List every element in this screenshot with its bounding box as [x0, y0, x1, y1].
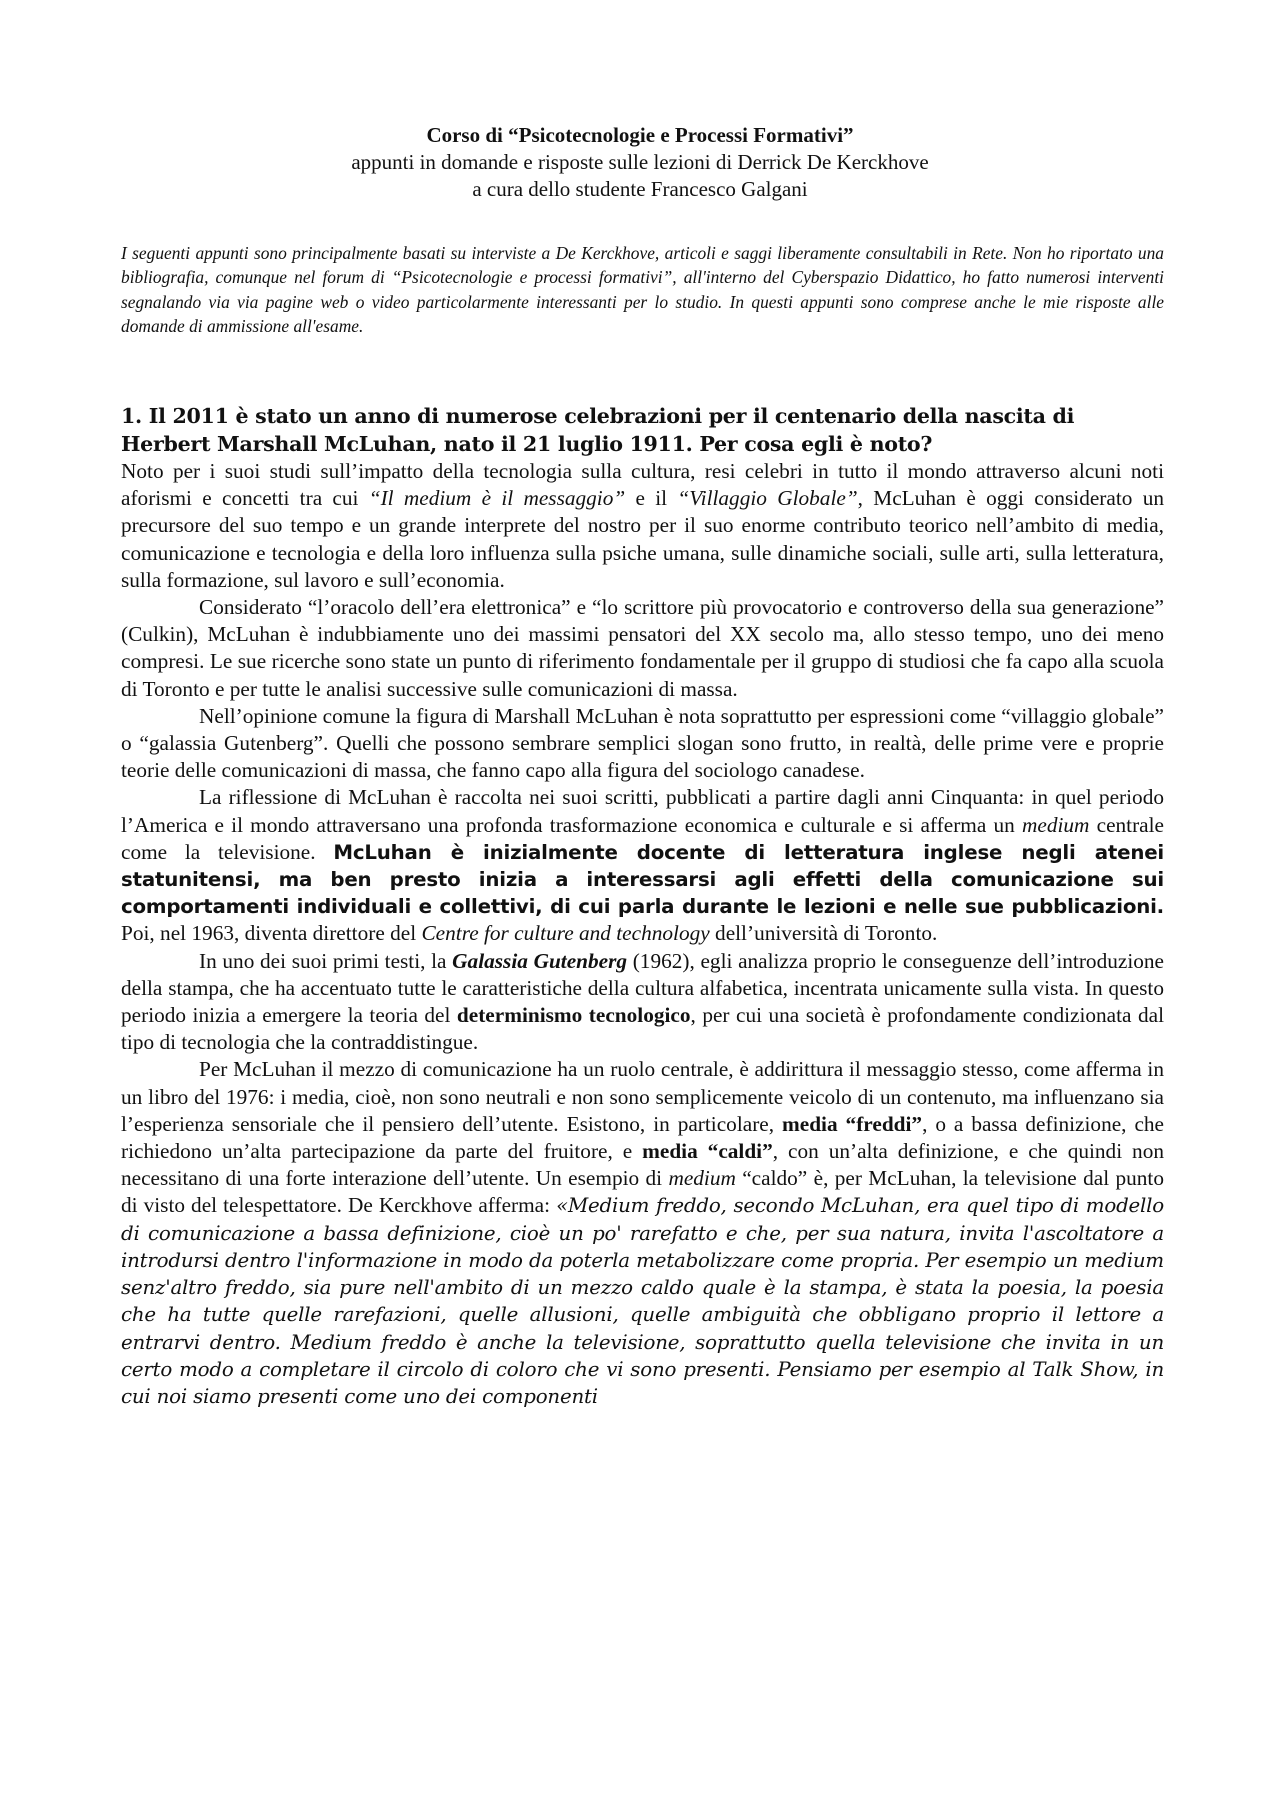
p4-text-e: Poi, nel 1963, diventa direttore del — [121, 921, 422, 946]
p4-centre-name: Centre for culture and technology — [421, 921, 710, 946]
paragraph-6 — [121, 1056, 1164, 1410]
document-author: a cura dello studente Francesco Galgani — [472, 177, 808, 201]
p6-dekerckhove-quote: «Medium freddo, secondo McLuhan, era quel tipo di modello di comunicazione a bassa definizione, cioè un po' rarefatto e che, per sua natura, invita l'ascoltatore a introdursi dentro l'informazione in modo da poterla metabolizzare come propria. Per esempio un medium senz'altro freddo, sia pure nell'ambito di un mezzo caldo quale è la stampa, è stata la poesia, la poesia che ha tutte quelle rarefazioni, quelle allusioni, quelle ambiguità che obbligano proprio il lettore a entrarvi dentro. Medium freddo è anche la televisione, soprattutto quella televisione che invita in un certo modo a completare il circolo di coloro che vi sono presenti. Pensiamo per esempio al Talk Show, in cui noi siamo presenti come uno dei componenti — [121, 1194, 1165, 1408]
p5-book-title: Galassia Gutenberg — [452, 948, 628, 973]
question-heading: 1. Il 2011 è stato un anno di numerose celebrazioni per il centenario della nascita di Herbert Marshall McLuhan, nato il 21 luglio 1911. Per cosa egli è noto? — [121, 404, 1075, 456]
p1-text-a: Noto per i suoi studi sull’impatto della tecnologia sulla cultura, resi celebri in tutto il mondo attraverso alcuni noti aforismi e concetti tra cui — [121, 459, 1164, 511]
paragraph-1 — [121, 458, 1164, 594]
p5-text-c: (1962), egli analizza proprio le conseguenze dell’introduzione della stampa, che ha accentuato tutte le caratteristiche della cultura alfabetica, incentrata unicamente sulla vista. In questo periodo inizia a emergere la teoria del — [121, 948, 1164, 1028]
p5-text-e: , per cui una società è profondamente condizionata dal tipo di tecnologia che la contraddistingue. — [121, 1003, 1164, 1055]
p6-text-a: Per McLuhan il mezzo di comunicazione ha un ruolo centrale, è addirittura il messaggio stesso, come afferma in un libro del 1976: i media, cioè, non sono neutrali e non sono semplicemente veicolo di un contenuto, ma influenzano sia l’esperienza sensoriale che il pensiero dell’utente. Esistono, in particolare, — [121, 1057, 1164, 1136]
p1-text-e: , McLuhan è oggi considerato un precursore del suo tempo e un grande interprete del nostro per il suo enorme contributo teorico nell’ambito di media, comunicazione e tecnologia e della loro influenza sulla psiche umana, sulle dinamiche sociali, sulle arti, sulla letteratura, sulla formazione, sul lavoro e sull’economia. — [121, 486, 1164, 592]
p6-media-caldi: media “caldi” — [642, 1139, 773, 1164]
p4-text-a: La riflessione di McLuhan è raccolta nei suoi scritti, pubblicati a partire dagli anni Cinquanta: in quel periodo l’America e il mondo attraversano una profonda trasformazione economica e culturale e si afferma un — [121, 785, 1164, 837]
p4-text-c: centrale come la televisione. — [121, 812, 1164, 864]
p6-text-g: “caldo” è, per McLuhan, la televisione dal punto di visto del telespettatore. De Kerckhove afferma: — [121, 1166, 1164, 1218]
paragraph-3: Nell’opinione comune la figura di Marshall McLuhan è nota soprattutto per espressioni come “villaggio globale” o “galassia Gutenberg”. Quelli che possono sembrare semplici slogan sono frutto, in realtà, delle prime vere e proprie teorie delle comunicazioni di massa, che fanno capo alla figura del sociologo canadese. — [121, 703, 1164, 783]
p1-quote-villaggio: “Villaggio Globale” — [677, 486, 858, 511]
document-subtitle: appunti in domande e risposte sulle lezioni di Derrick De Kerckhove — [351, 150, 929, 174]
p1-text-c: e il — [625, 486, 678, 511]
document-header — [120, 122, 1160, 203]
paragraph-2: Considerato “l’oracolo dell’era elettronica” e “lo scrittore più provocatorio e controverso della sua generazione” (Culkin), McLuhan è indubbiamente uno dei massimi pensatori del XX secolo ma, allo stesso tempo, uno dei meno compresi. Le sue ricerche sono state un punto di riferimento fondamentale per il gruppo di studiosi che fa capo alla scuola di Toronto e per tutte le analisi successive sulle comunicazioni di massa. — [121, 595, 1164, 701]
p4-medium: medium — [1021, 812, 1090, 837]
p6-text-e: , con un’alta definizione, e che quindi non necessitano di una forte interazione dell’utente. Un esempio di — [121, 1139, 1164, 1191]
p4-bold-passage: McLuhan è inizialmente docente di letteratura inglese negli atenei statunitensi, ma ben presto inizia a interessarsi agli effetti della comunicazione sui comportamenti individuali e collettivi, di cui parla durante le lezioni e nelle sue pubblicazioni. — [121, 840, 1164, 919]
p4-text-g: dell’università di Toronto. — [709, 921, 938, 946]
p6-text-c: , o a bassa definizione, che richiedono un’alta partecipazione da parte del fruitore, e — [121, 1111, 1164, 1164]
intro-note: I seguenti appunti sono principalmente basati su interviste a De Kerckhove, articoli e saggi liberamente consultabili in Rete. Non ho riportato una bibliografia, comunque nel forum di “Psicotecnologie e processi formativi”, all'interno del Cyberspazio Didattico, ho fatto numerosi interventi segnalando via via pagine web o video particolarmente interessanti per lo studio. In questi appunti sono comprese anche le mie risposte alle domande di ammissione all'esame. — [121, 243, 1164, 336]
document-body — [121, 402, 1164, 1410]
p6-medium: medium — [668, 1166, 736, 1191]
course-title: Corso di “Psicotecnologie e Processi Formativi” — [426, 123, 854, 147]
p6-media-freddi: media “freddi” — [782, 1111, 923, 1136]
paragraph-4 — [121, 784, 1164, 947]
p1-quote-medium: “Il medium è il messaggio” — [368, 486, 626, 511]
paragraph-5 — [121, 948, 1164, 1057]
p5-bold-term: determinismo tecnologico — [456, 1003, 691, 1028]
p5-text-a: In uno dei suoi primi testi, la — [199, 948, 453, 973]
